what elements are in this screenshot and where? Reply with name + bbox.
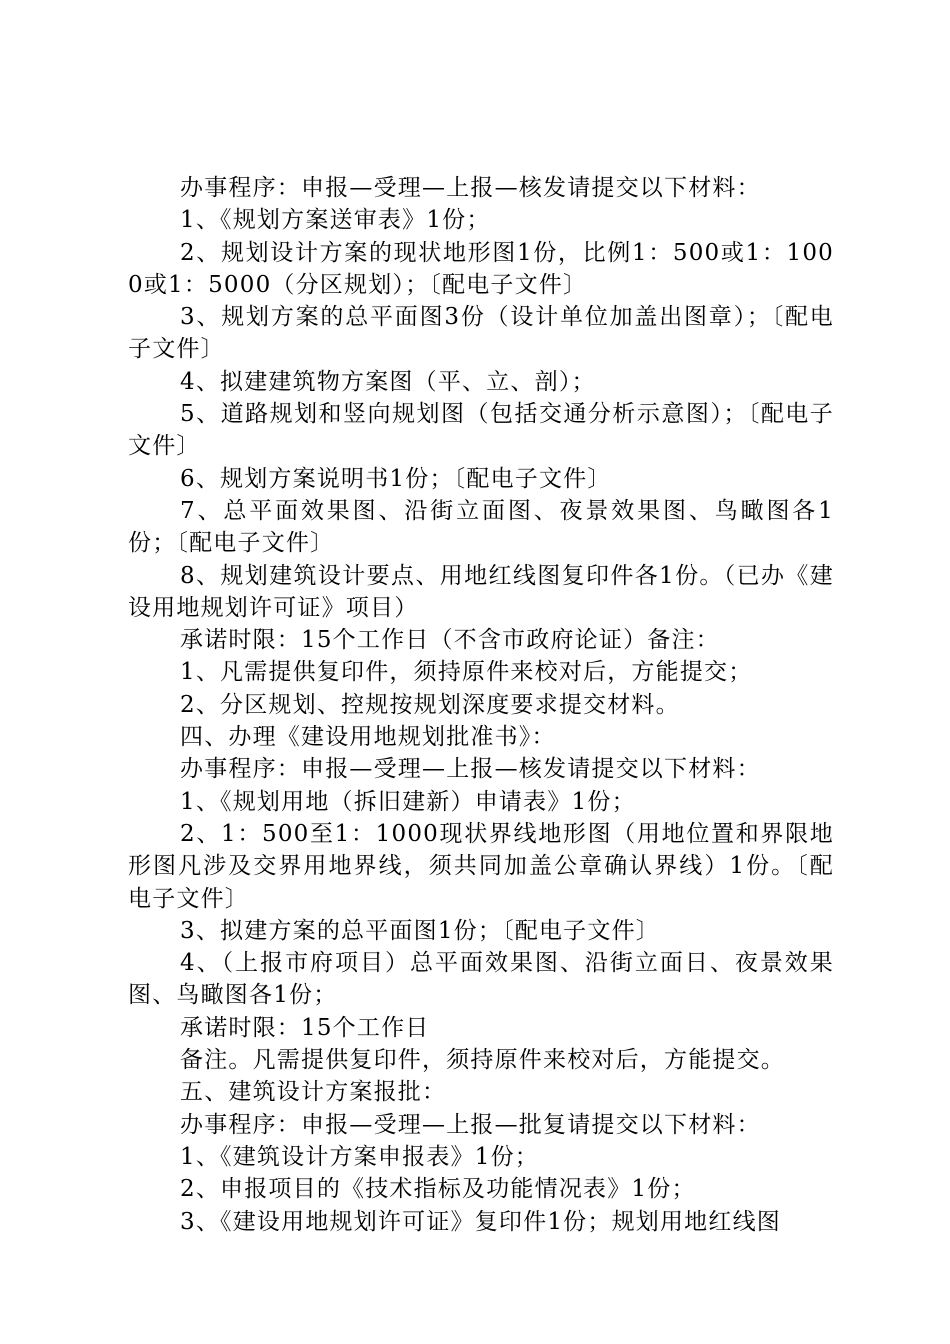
paragraph-item-8: 8、规划建筑设计要点、用地红线图复印件各1份。（已办《建设用地规划许可证》项目） [128, 562, 834, 621]
paragraph-procedure-3: 办事程序：申报—受理—上报—批复请提交以下材料： [180, 1111, 761, 1138]
paragraph-note-1: 1、凡需提供复印件，须持原件来校对后，方能提交； [180, 659, 753, 686]
paragraph-item-s4-3: 3、拟建方案的总平面图1份；〔配电子文件〕 [180, 917, 660, 944]
paragraph-item-3: 3、规划方案的总平面图3份（设计单位加盖出图章）；〔配电子文件〕 [128, 304, 834, 363]
paragraph-item-s5-2: 2、申报项目的《技术指标及功能情况表》1份； [180, 1176, 696, 1203]
paragraph-item-s5-1: 1、《建筑设计方案申报表》1份； [180, 1143, 539, 1170]
paragraph-item-1: 1、《规划方案送审表》1份； [180, 207, 491, 234]
paragraph-procedure-2: 办事程序：申报—受理—上报—核发请提交以下材料： [180, 756, 761, 783]
document-body [128, 172, 834, 1238]
paragraph-item-5: 5、道路规划和竖向规划图（包括交通分析示意图）；〔配电子文件〕 [128, 401, 834, 460]
paragraph-procedure-1: 办事程序：申报—受理—上报—核发请提交以下材料： [180, 175, 761, 201]
paragraph-deadline-2: 承诺时限：15个工作日 [180, 1014, 430, 1041]
paragraph-deadline-1: 承诺时限：15个工作日（不含市政府论证）备注： [180, 627, 720, 654]
paragraph-item-s4-2: 2、1：500至1：1000现状界线地形图（用地位置和界限地形图凡涉及交界用地界线，须共同加盖公章确认界线）1份。〔配电子文件〕 [128, 820, 834, 912]
paragraph-item-s4-4: 4、（上报市府项目）总平面效果图、沿街立面日、夜景效果图、鸟瞰图各1份； [128, 950, 834, 1009]
paragraph-item-6: 6、规划方案说明书1份；〔配电子文件〕 [180, 465, 612, 492]
paragraph-item-s5-3: 3、《建设用地规划许可证》复印件1份；规划用地红线图 [180, 1208, 781, 1235]
paragraph-item-2: 2、规划设计方案的现状地形图1份，比例1：500或1：1000或1：5000（分区规划）；〔配电子文件〕 [128, 239, 834, 298]
paragraph-item-7: 7、总平面效果图、沿街立面图、夜景效果图、鸟瞰图各1份；〔配电子文件〕 [128, 497, 834, 557]
paragraph-note-3: 备注。凡需提供复印件，须持原件来校对后，方能提交。 [180, 1047, 785, 1074]
section-heading-5: 五、建筑设计方案报批： [180, 1079, 447, 1106]
paragraph-item-s4-1: 1、《规划用地（拆旧建新）申请表》1份； [180, 788, 636, 815]
section-heading-4: 四、办理《建设用地规划批准书》： [180, 724, 556, 751]
paragraph-item-4: 4、拟建建筑物方案图（平、立、剖）； [180, 368, 596, 395]
paragraph-note-2: 2、分区规划、控规按规划深度要求提交材料。 [180, 691, 680, 718]
